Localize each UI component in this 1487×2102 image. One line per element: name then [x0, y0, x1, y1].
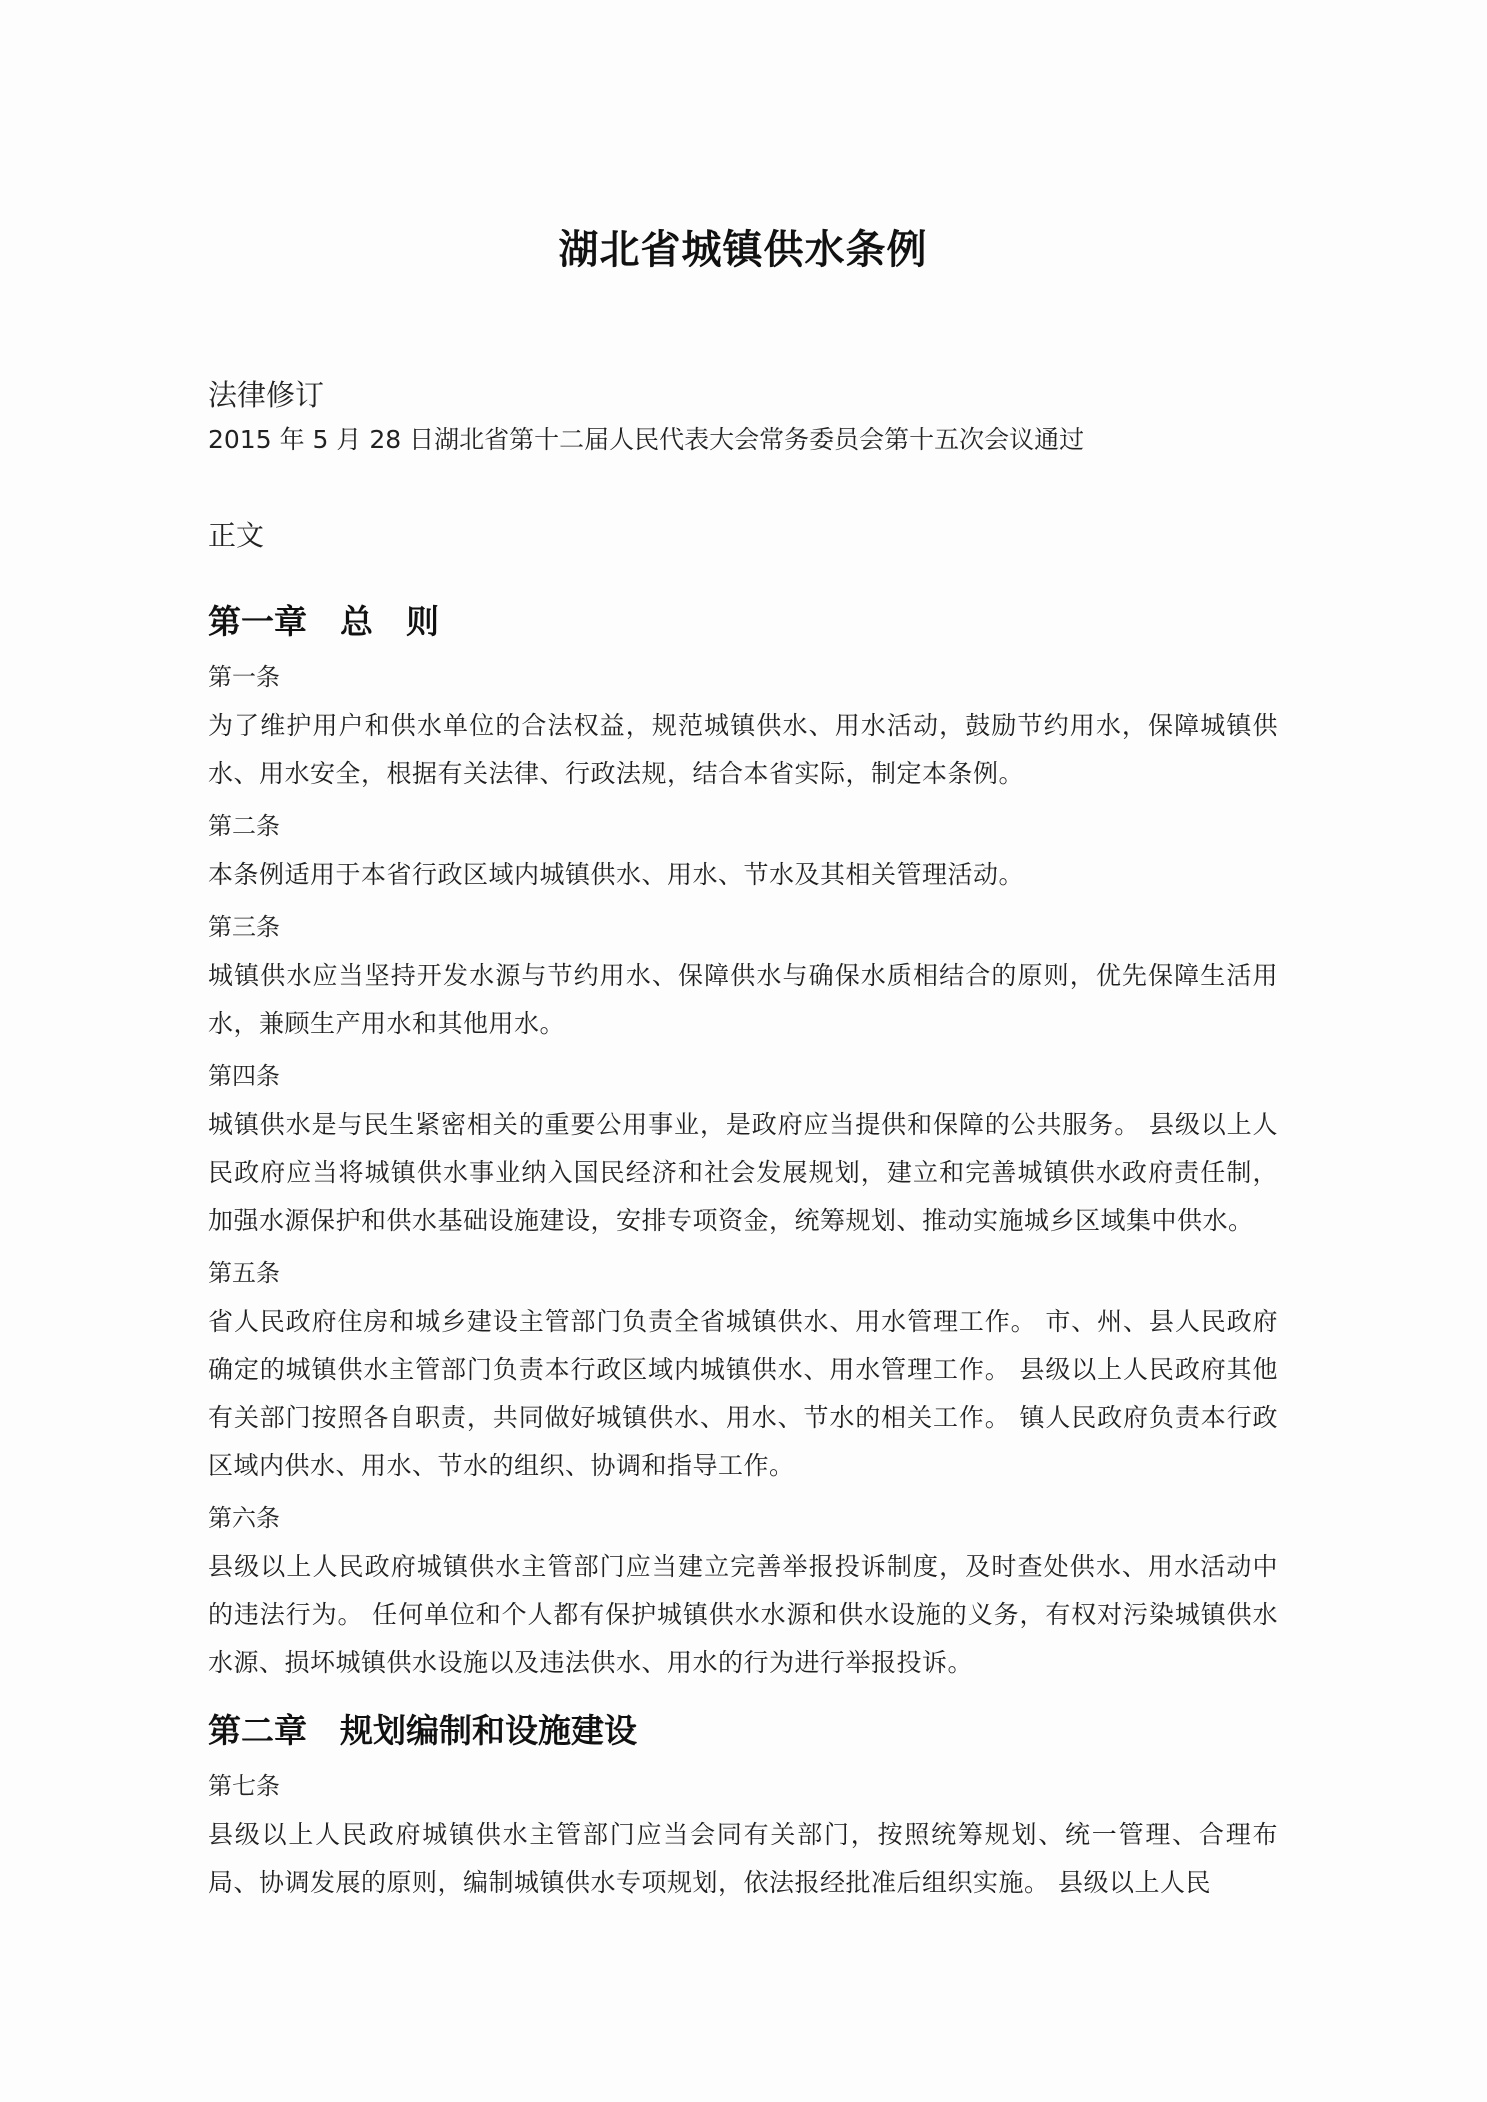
article-1	[208, 657, 1278, 798]
article-title: 第七条	[208, 1772, 280, 1800]
article-4	[208, 1056, 1278, 1245]
article-2	[208, 806, 1278, 899]
article-title: 第五条	[208, 1259, 280, 1287]
article-body: 城镇供水应当坚持开发水源与节约用水、保障供水与确保水质相结合的原则，优先保障生活用水，兼顾生产用水和其他用水。	[208, 961, 1278, 1038]
chapter-title: 第二章 规划编制和设施建设	[208, 1711, 637, 1750]
chapter-1	[208, 596, 1278, 1687]
chapter-2	[208, 1705, 1278, 1907]
article-body: 为了维护用户和供水单位的合法权益，规范城镇供水、用水活动，鼓励节约用水，保障城镇供水、用水安全，根据有关法律、行政法规，结合本省实际，制定本条例。	[208, 711, 1278, 788]
article-body: 本条例适用于本省行政区域内城镇供水、用水、节水及其相关管理活动。	[208, 860, 1025, 889]
chapter-title: 第一章 总 则	[208, 602, 439, 641]
body-label: 正文	[208, 519, 265, 552]
article-body: 县级以上人民政府城镇供水主管部门应当建立完善举报投诉制度，及时查处供水、用水活动中的违法行为。 任何单位和个人都有保护城镇供水水源和供水设施的义务，有权对污染城镇供水水源、损坏城镇供水设施以及违法供水、用水的行为进行举报投诉。	[208, 1552, 1278, 1677]
revision-label: 法律修订	[208, 378, 325, 412]
article-body: 县级以上人民政府城镇供水主管部门应当会同有关部门，按照统筹规划、统一管理、合理布局、协调发展的原则，编制城镇供水专项规划，依法报经批准后组织实施。 县级以上人民	[208, 1820, 1278, 1897]
article-3	[208, 907, 1278, 1048]
article-title: 第一条	[208, 663, 280, 691]
article-title: 第六条	[208, 1504, 280, 1532]
article-title: 第三条	[208, 913, 280, 941]
article-6	[208, 1498, 1278, 1687]
document-title: 湖北省城镇供水条例	[558, 227, 928, 273]
document-content	[208, 218, 1278, 1915]
article-title: 第二条	[208, 812, 280, 840]
article-body: 城镇供水是与民生紧密相关的重要公用事业，是政府应当提供和保障的公共服务。 县级以上人民政府应当将城镇供水事业纳入国民经济和社会发展规划，建立和完善城镇供水政府责任制，加强水源保护和供水基础设施建设，安排专项资金，统筹规划、推动实施城乡区域集中供水。	[208, 1110, 1278, 1235]
article-body: 省人民政府住房和城乡建设主管部门负责全省城镇供水、用水管理工作。 市、州、县人民政府确定的城镇供水主管部门负责本行政区域内城镇供水、用水管理工作。 县级以上人民政府其他有关部门按照各自职责，共同做好城镇供水、用水、节水的相关工作。 镇人民政府负责本行政区域内供水、用水、节水的组织、协调和指导工作。	[208, 1307, 1278, 1480]
article-title: 第四条	[208, 1062, 280, 1090]
passed-note: 2015 年 5 月 28 日湖北省第十二届人民代表大会常务委员会第十五次会议通过	[208, 425, 1085, 454]
article-5	[208, 1253, 1278, 1490]
article-7	[208, 1766, 1278, 1907]
